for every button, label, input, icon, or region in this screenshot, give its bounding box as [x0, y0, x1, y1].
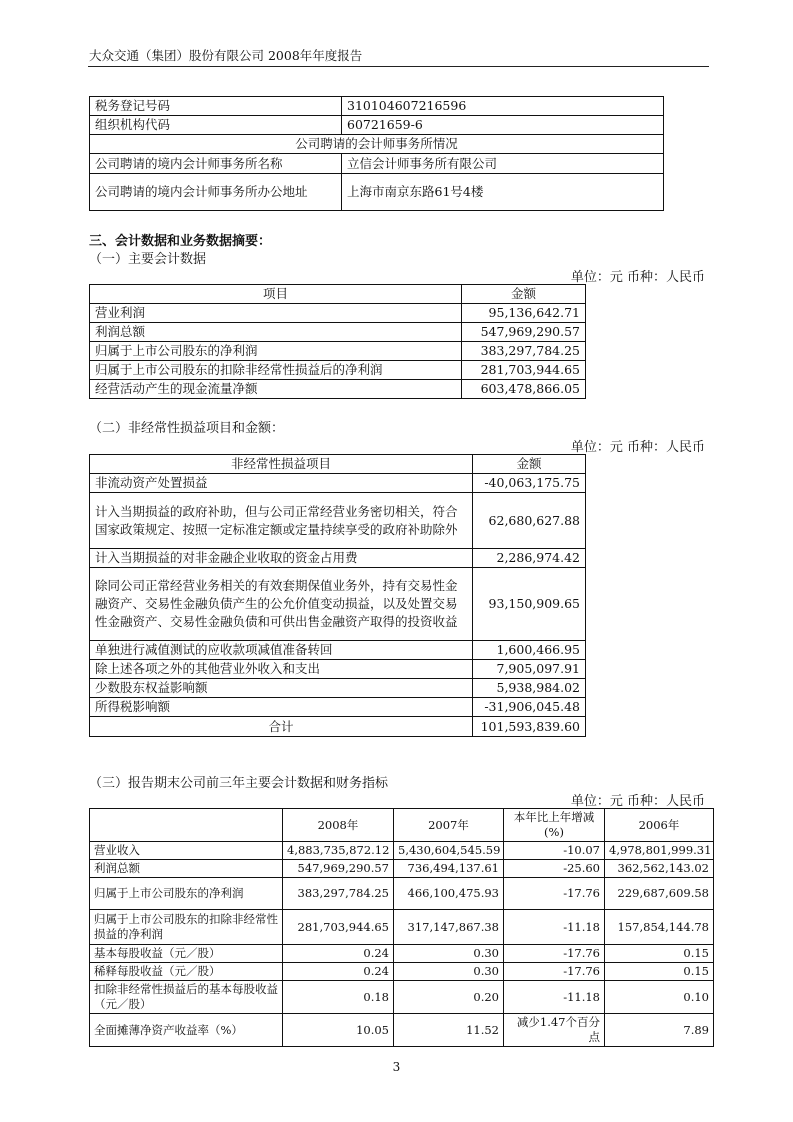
- amount: -31,906,045.48: [473, 698, 586, 717]
- table-row: [90, 342, 586, 361]
- main-accounting-data-table: [89, 284, 586, 399]
- table-row: [90, 135, 664, 154]
- label: 公司聘请的境内会计师事务所名称: [90, 154, 342, 174]
- value-2006: 0.15: [605, 963, 714, 981]
- table-row: [90, 361, 586, 380]
- value: 上海市南京东路61号4楼: [342, 174, 664, 211]
- section-title: 公司聘请的会计师事务所情况: [90, 135, 664, 154]
- metric: 营业收入: [90, 842, 283, 860]
- table-row: [90, 97, 664, 116]
- item: 计入当期损益的政府补助，但与公司正常经营业务密切相关，符合国家政策规定、按照一定标准定额或定量持续享受的政府补助除外: [90, 493, 473, 549]
- table-row: [90, 493, 586, 549]
- item: 归属于上市公司股东的净利润: [90, 342, 462, 361]
- table-row: [90, 981, 714, 1014]
- total-amount: 101,593,839.60: [473, 717, 586, 737]
- table-row: [90, 963, 714, 981]
- amount: 93,150,909.65: [473, 568, 586, 641]
- metric: 归属于上市公司股东的净利润: [90, 878, 283, 910]
- value-2007: 5,430,604,545.59: [394, 842, 504, 860]
- value-2006: 0.10: [605, 981, 714, 1014]
- metric: 利润总额: [90, 860, 283, 878]
- amount: 1,600,466.95: [473, 641, 586, 660]
- table-row: [90, 549, 586, 568]
- table-row: [90, 323, 586, 342]
- table-row: [90, 698, 586, 717]
- table-row: [90, 679, 586, 698]
- value-2007: 0.30: [394, 945, 504, 963]
- subsection-title: （三）报告期末公司前三年主要会计数据和财务指标: [89, 776, 389, 791]
- table-header: [90, 809, 714, 842]
- item: 所得税影响额: [90, 698, 473, 717]
- table-row: [90, 641, 586, 660]
- value-2008: 547,969,290.57: [283, 860, 394, 878]
- value-2008: 281,703,944.65: [283, 910, 394, 945]
- table-row: [90, 304, 586, 323]
- item: 少数股东权益影响额: [90, 679, 473, 698]
- value-2006: 229,687,609.58: [605, 878, 714, 910]
- total-row: [90, 717, 586, 737]
- value-2006: 7.89: [605, 1014, 714, 1047]
- amount: 281,703,944.65: [462, 361, 586, 380]
- table-row: [90, 842, 714, 860]
- table-header: [90, 455, 586, 474]
- page-header: 大众交通（集团）股份有限公司 2008年年度报告: [89, 48, 363, 63]
- page-number: 3: [392, 1060, 401, 1074]
- amount: 5,938,984.02: [473, 679, 586, 698]
- unit-label: 单位：元 币种：人民币: [570, 270, 705, 285]
- change: -17.76: [504, 945, 605, 963]
- column-header: 本年比上年增减(%): [504, 809, 605, 842]
- amount: 7,905,097.91: [473, 660, 586, 679]
- unit-label: 单位：元 币种：人民币: [570, 440, 705, 455]
- value: 310104607216596: [342, 97, 664, 116]
- value-2007: 0.30: [394, 963, 504, 981]
- value-2006: 157,854,144.78: [605, 910, 714, 945]
- column-header: 金额: [462, 285, 586, 304]
- value-2006: 4,978,801,999.31: [605, 842, 714, 860]
- amount: 547,969,290.57: [462, 323, 586, 342]
- table-row: [90, 568, 586, 641]
- item: 经营活动产生的现金流量净额: [90, 380, 462, 399]
- table-row: [90, 910, 714, 945]
- change: -10.07: [504, 842, 605, 860]
- unit-label: 单位：元 币种：人民币: [570, 794, 705, 809]
- item: 非流动资产处置损益: [90, 474, 473, 493]
- metric: 基本每股收益（元／股）: [90, 945, 283, 963]
- table-row: [90, 945, 714, 963]
- value-2007: 317,147,867.38: [394, 910, 504, 945]
- subsection-title: （二）非经常性损益项目和金额：: [89, 421, 285, 436]
- header-divider: [88, 66, 709, 67]
- change: 减少1.47个百分点: [504, 1014, 605, 1047]
- value-2008: 10.05: [283, 1014, 394, 1047]
- amount: 603,478,866.05: [462, 380, 586, 399]
- change: -11.18: [504, 981, 605, 1014]
- subsection-title: （一）主要会计数据: [89, 252, 207, 267]
- amount: 2,286,974.42: [473, 549, 586, 568]
- column-header: 2006年: [605, 809, 714, 842]
- non-recurring-items-table: [89, 454, 586, 737]
- column-header: 金额: [473, 455, 586, 474]
- value-2007: 0.20: [394, 981, 504, 1014]
- change: -25.60: [504, 860, 605, 878]
- company-info-table: [89, 96, 664, 211]
- change: -17.76: [504, 963, 605, 981]
- amount: -40,063,175.75: [473, 474, 586, 493]
- amount: 62,680,627.88: [473, 493, 586, 549]
- section-heading: 三、会计数据和业务数据摘要：: [89, 234, 272, 249]
- table-row: [90, 154, 664, 174]
- value: 60721659-6: [342, 116, 664, 135]
- table-row: [90, 474, 586, 493]
- item: 单独进行减值测试的应收款项减值准备转回: [90, 641, 473, 660]
- value-2008: 4,883,735,872.12: [283, 842, 394, 860]
- label: 公司聘请的境内会计师事务所办公地址: [90, 174, 342, 211]
- value-2008: 0.24: [283, 945, 394, 963]
- value-2007: 736,494,137.61: [394, 860, 504, 878]
- table-row: [90, 878, 714, 910]
- three-year-data-table: [89, 808, 714, 1047]
- change: -17.76: [504, 878, 605, 910]
- table-row: [90, 380, 586, 399]
- metric: 扣除非经常性损益后的基本每股收益（元／股）: [90, 981, 283, 1014]
- label: 税务登记号码: [90, 97, 342, 116]
- column-header: [90, 809, 283, 842]
- table-row: [90, 116, 664, 135]
- table-row: [90, 660, 586, 679]
- metric: 全面摊薄净资产收益率（%）: [90, 1014, 283, 1047]
- item: 除同公司正常经营业务相关的有效套期保值业务外，持有交易性金融资产、交易性金融负债产生的公允价值变动损益，以及处置交易性金融资产、交易性金融负债和可供出售金融资产取得的投资收益: [90, 568, 473, 641]
- value: 立信会计师事务所有限公司: [342, 154, 664, 174]
- table-header: [90, 285, 586, 304]
- value-2007: 11.52: [394, 1014, 504, 1047]
- item: 计入当期损益的对非金融企业收取的资金占用费: [90, 549, 473, 568]
- value-2006: 0.15: [605, 945, 714, 963]
- value-2007: 466,100,475.93: [394, 878, 504, 910]
- column-header: 2007年: [394, 809, 504, 842]
- table-row: [90, 1014, 714, 1047]
- value-2006: 362,562,143.02: [605, 860, 714, 878]
- metric: 归属于上市公司股东的扣除非经常性损益的净利润: [90, 910, 283, 945]
- value-2008: 0.18: [283, 981, 394, 1014]
- metric: 稀释每股收益（元／股）: [90, 963, 283, 981]
- table-row: [90, 860, 714, 878]
- item: 营业利润: [90, 304, 462, 323]
- label: 组织机构代码: [90, 116, 342, 135]
- column-header: 项目: [90, 285, 462, 304]
- value-2008: 0.24: [283, 963, 394, 981]
- item: 利润总额: [90, 323, 462, 342]
- column-header: 2008年: [283, 809, 394, 842]
- value-2008: 383,297,784.25: [283, 878, 394, 910]
- total-label: 合计: [90, 717, 473, 737]
- table-row: [90, 174, 664, 211]
- amount: 95,136,642.71: [462, 304, 586, 323]
- item: 除上述各项之外的其他营业外收入和支出: [90, 660, 473, 679]
- change: -11.18: [504, 910, 605, 945]
- column-header: 非经常性损益项目: [90, 455, 473, 474]
- amount: 383,297,784.25: [462, 342, 586, 361]
- item: 归属于上市公司股东的扣除非经常性损益后的净利润: [90, 361, 462, 380]
